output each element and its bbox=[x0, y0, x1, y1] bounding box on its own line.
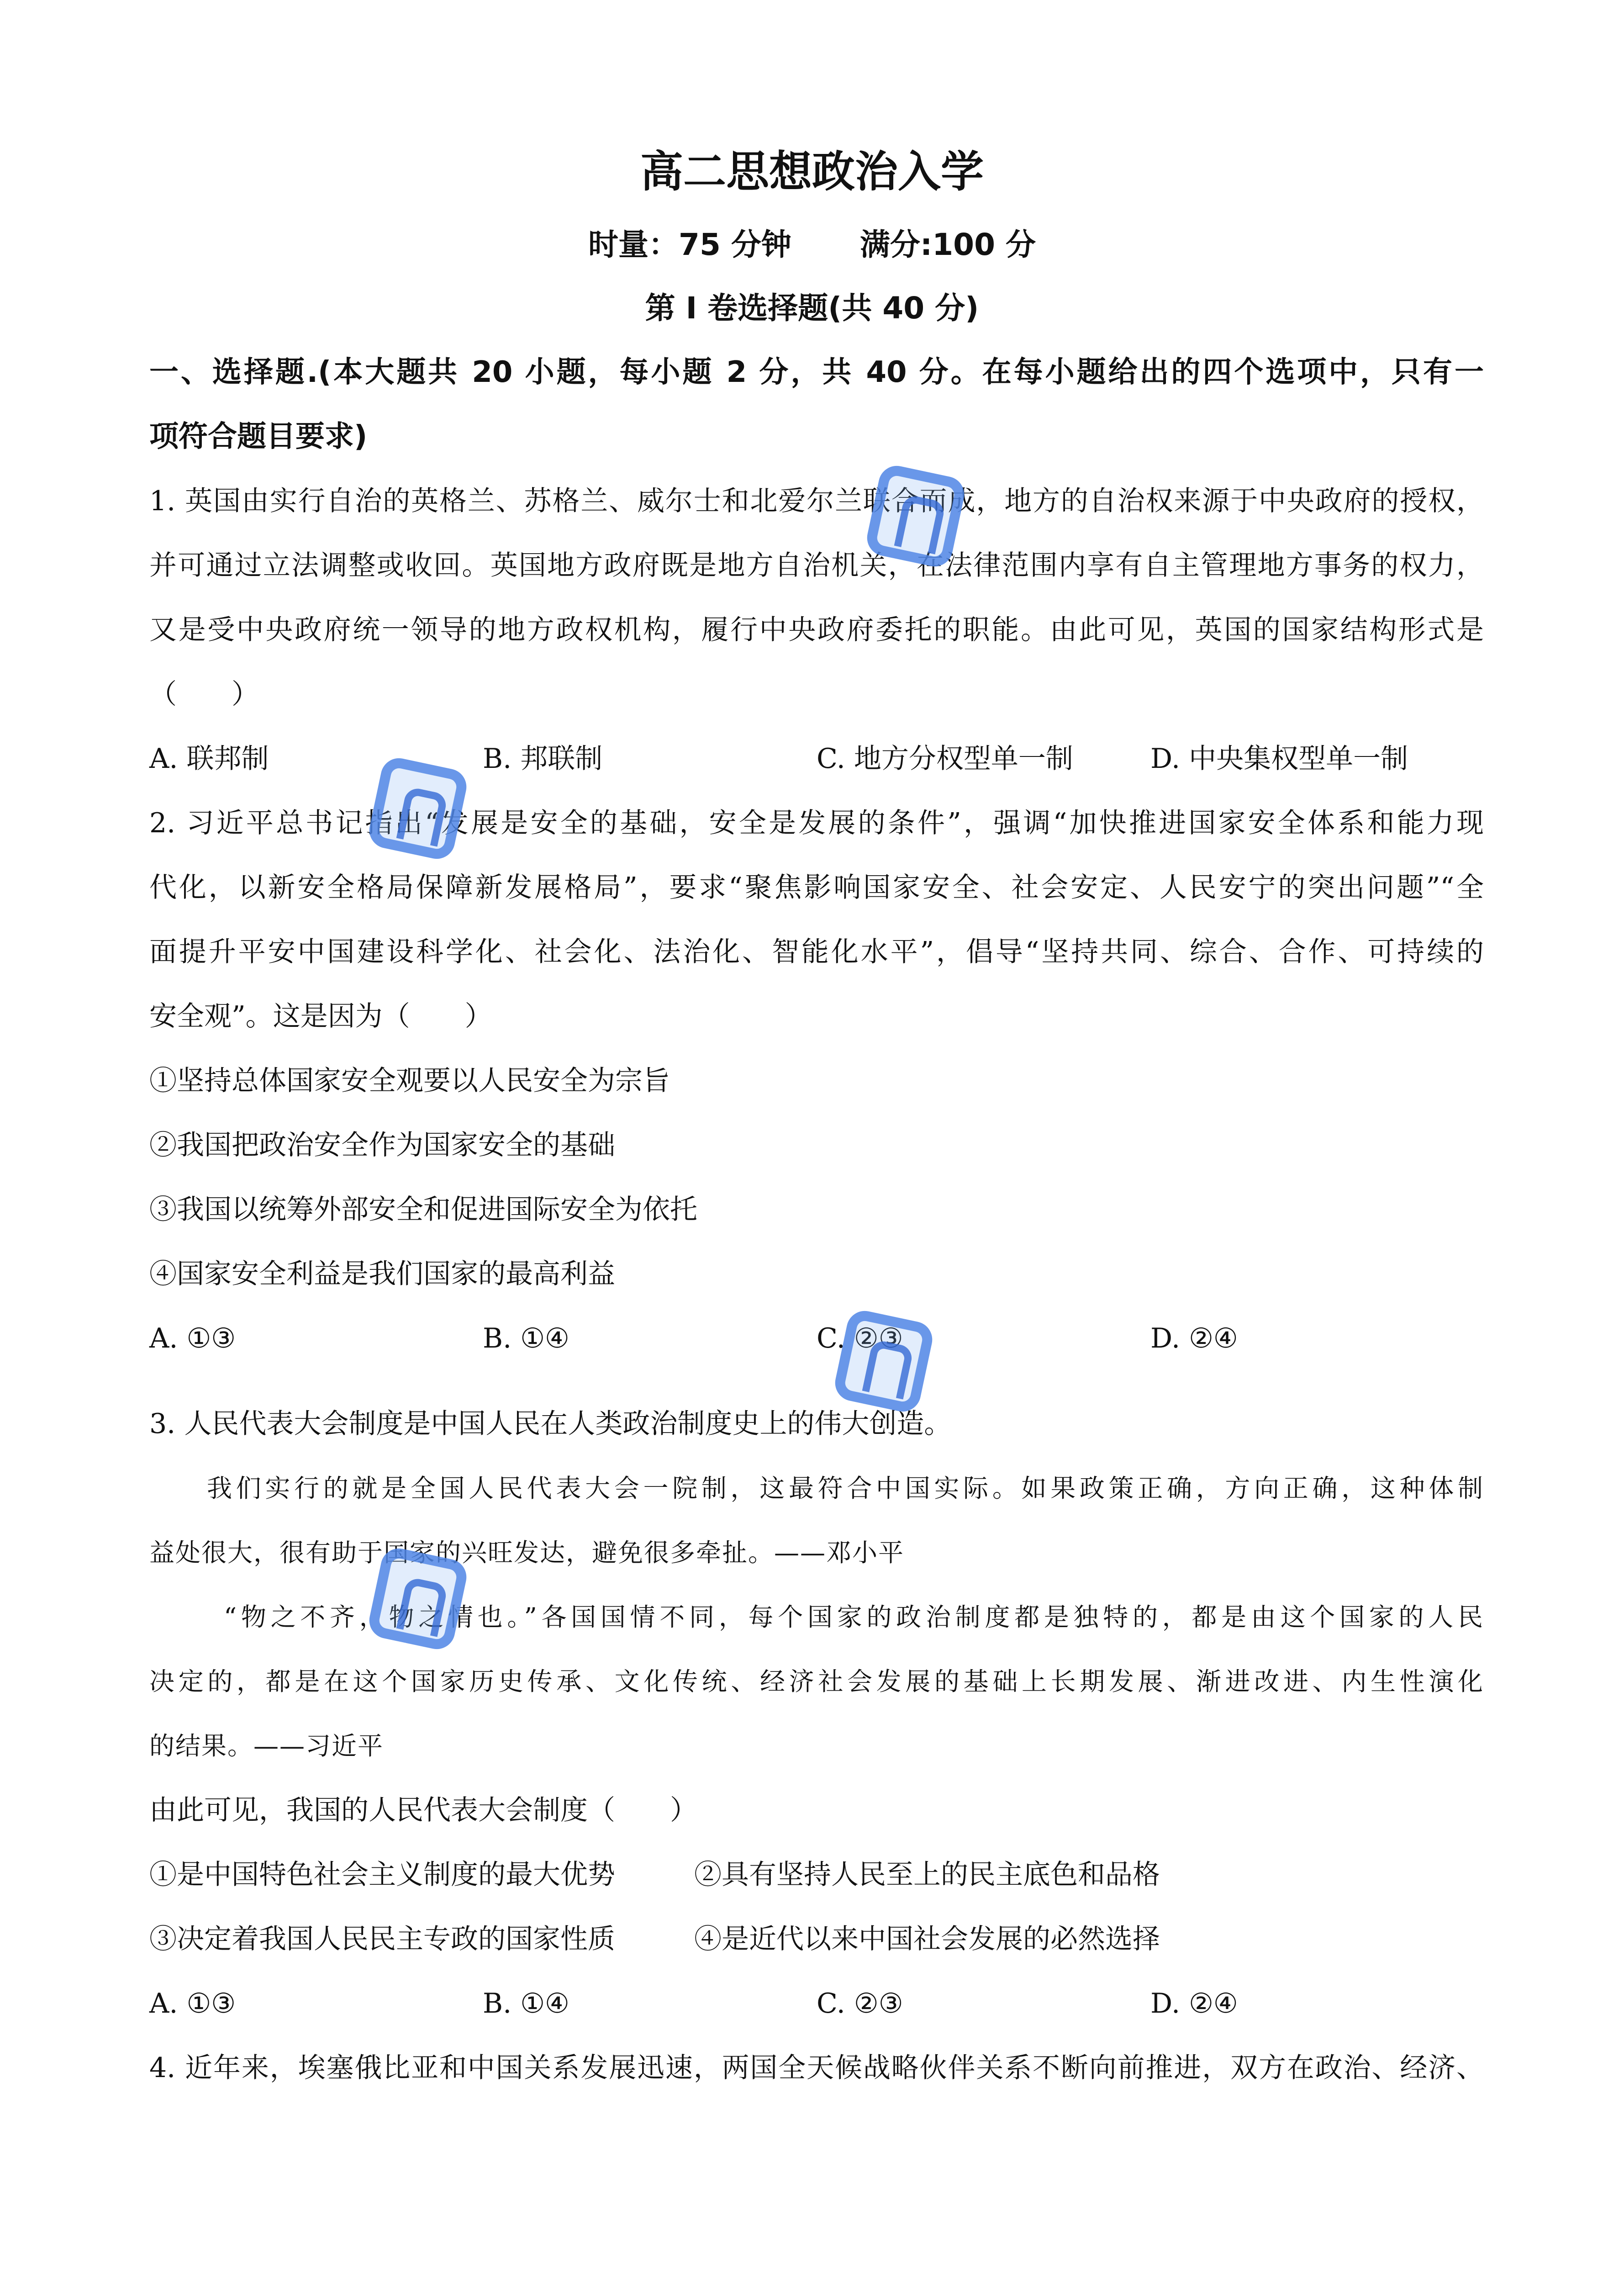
q3-quote: 的结果。——习近平 bbox=[149, 1731, 384, 1761]
exam-time: 时量：75 分钟 bbox=[588, 227, 791, 262]
q2-options bbox=[0, 1306, 1624, 1371]
q1-stem: 1. 英国由实行自治的英格兰、苏格兰、威尔士和北爱尔兰联合而成，地方的自治权来源于中央政府的授权， bbox=[149, 485, 1484, 517]
q1-option-c: C. 地方分权型单一制 bbox=[817, 743, 1073, 775]
q2-item: ③我国以统筹外部安全和促进国际安全为依托 bbox=[149, 1194, 697, 1226]
exam-meta bbox=[0, 227, 1624, 262]
exam-title: 高二思想政治入学 bbox=[640, 147, 984, 197]
q3-item: ②具有坚持人民至上的民主底色和品格 bbox=[694, 1859, 1160, 1891]
q1-blank: （ ） bbox=[149, 678, 259, 710]
q3-items-row bbox=[0, 1843, 1624, 1907]
q3-quote: “物之不齐，物之情也。”各国国情不同，每个国家的政治制度都是独特的，都是由这个国家的人民 bbox=[224, 1602, 1484, 1632]
q3-options bbox=[0, 1972, 1624, 2036]
q3-option-a: A. ①③ bbox=[149, 1988, 236, 2020]
q3-stem: 3. 人民代表大会制度是中国人民在人类政治制度史上的伟大创造。 bbox=[149, 1408, 952, 1440]
q2-stem: 代化，以新安全格局保障新发展格局”，要求“聚焦影响国家安全、社会安定、人民安宁的突出问题”“全 bbox=[149, 872, 1484, 904]
q2-option-d: D. ②④ bbox=[1150, 1322, 1238, 1354]
q3-item: ③决定着我国人民民主专政的国家性质 bbox=[149, 1923, 615, 1955]
q1-option-b: B. 邦联制 bbox=[483, 743, 603, 775]
q3-item: ④是近代以来中国社会发展的必然选择 bbox=[694, 1923, 1160, 1955]
section-instructions: 一、选择题.(本大题共 20 小题，每小题 2 分，共 40 分。在每小题给出的四个选项中，只有一 bbox=[149, 355, 1484, 389]
q2-option-c: C. ②③ bbox=[817, 1322, 903, 1354]
exam-score: 满分:100 分 bbox=[859, 227, 1036, 262]
q3-quote: 决定的，都是在这个国家历史传承、文化传统、经济社会发展的基础上长期发展、渐进改进、内生性演化 bbox=[149, 1667, 1484, 1696]
q4-stem: 4. 近年来，埃塞俄比亚和中国关系发展迅速，两国全天候战略伙伴关系不断向前推进，双方在政治、经济、 bbox=[149, 2052, 1484, 2084]
q1-option-a: A. 联邦制 bbox=[149, 743, 269, 775]
section-instructions-cont: 项符合题目要求) bbox=[149, 420, 368, 454]
q1-stem: 并可通过立法调整或收回。英国地方政府既是地方自治机关，在法律范围内享有自主管理地方事务的权力， bbox=[149, 550, 1484, 582]
q3-quote: 益处很大，很有助于国家的兴旺发达，避免很多牵扯。——邓小平 bbox=[149, 1538, 905, 1567]
q2-stem: 安全观”。这是因为（ ） bbox=[149, 1000, 492, 1032]
q1-option-d: D. 中央集权型单一制 bbox=[1150, 743, 1408, 775]
q2-item: ①坚持总体国家安全观要以人民安全为宗旨 bbox=[149, 1065, 670, 1097]
q2-item: ④国家安全利益是我们国家的最高利益 bbox=[149, 1258, 615, 1290]
q3-quote: 我们实行的就是全国人民代表大会一院制，这最符合中国实际。如果政策正确，方向正确，这种体制 bbox=[207, 1474, 1484, 1503]
q2-option-a: A. ①③ bbox=[149, 1322, 236, 1354]
part-heading: 第 I 卷选择题(共 40 分) bbox=[645, 291, 979, 326]
q3-ask: 由此可见，我国的人民代表大会制度（ ） bbox=[149, 1794, 697, 1826]
q3-option-c: C. ②③ bbox=[817, 1988, 903, 2020]
q1-options bbox=[0, 727, 1624, 791]
q1-stem: 又是受中央政府统一领导的地方政权机构，履行中央政府委托的职能。由此可见，英国的国家结构形式是 bbox=[149, 614, 1484, 646]
q3-option-b: B. ①④ bbox=[483, 1988, 569, 2020]
q2-stem: 面提升平安中国建设科学化、社会化、法治化、智能化水平”，倡导“坚持共同、综合、合作、可持续的 bbox=[149, 936, 1484, 968]
q3-option-d: D. ②④ bbox=[1150, 1988, 1238, 2020]
q3-item: ①是中国特色社会主义制度的最大优势 bbox=[149, 1859, 615, 1891]
q2-item: ②我国把政治安全作为国家安全的基础 bbox=[149, 1129, 615, 1161]
q2-option-b: B. ①④ bbox=[483, 1322, 569, 1354]
q3-items-row bbox=[0, 1907, 1624, 1972]
q2-stem: 2. 习近平总书记指出“发展是安全的基础，安全是发展的条件”，强调“加快推进国家安全体系和能力现 bbox=[149, 807, 1484, 839]
